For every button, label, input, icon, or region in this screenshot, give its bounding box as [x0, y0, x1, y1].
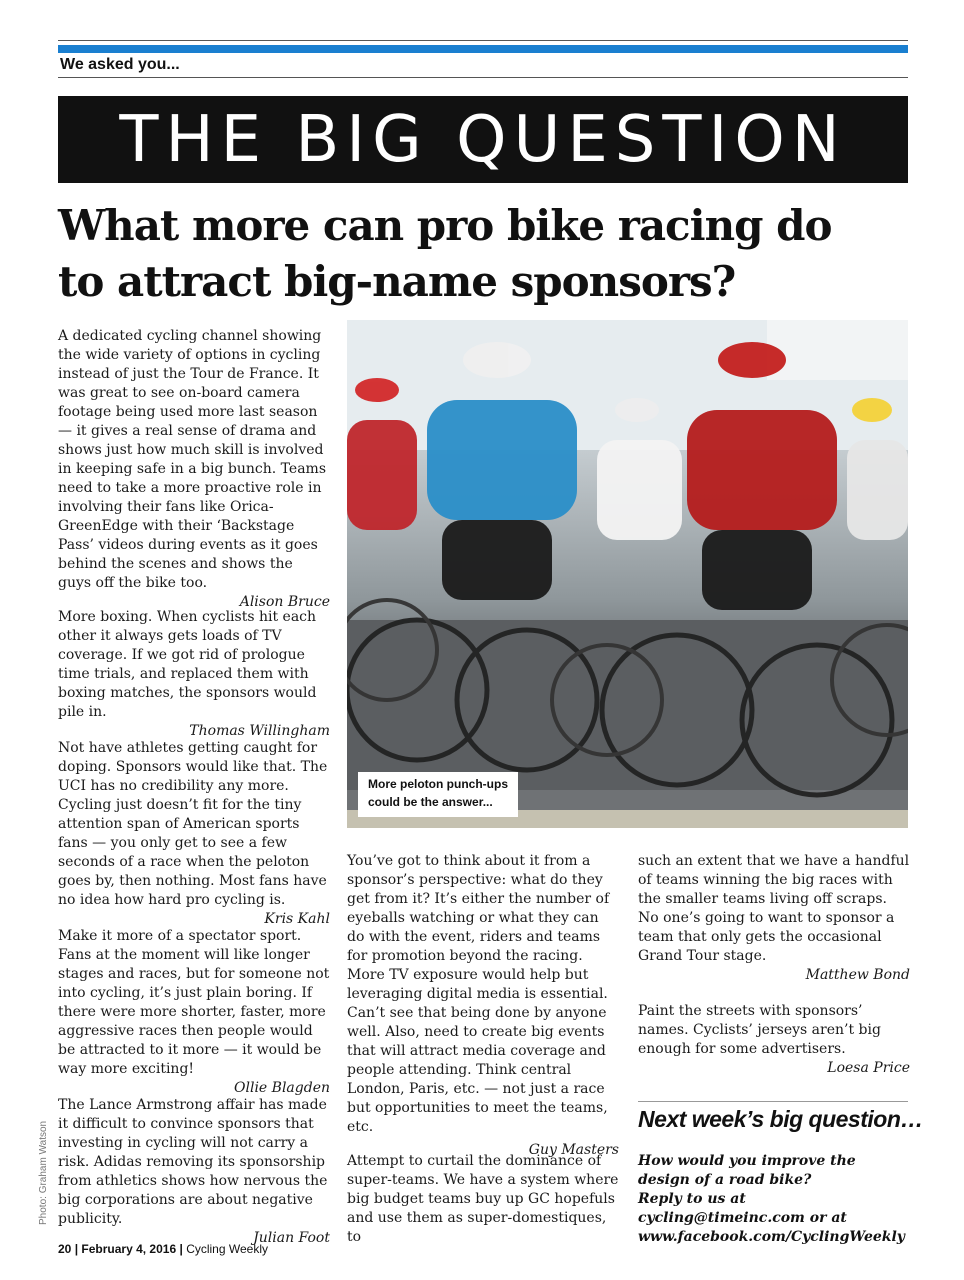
answer-3 [58, 739, 330, 929]
answer-1 [58, 327, 330, 612]
answer-2 [58, 608, 330, 741]
caption-line-1: More peloton punch-ups [368, 777, 508, 791]
answer-author: Alison Bruce [239, 594, 330, 610]
answer-text: A dedicated cycling channel showing the wide variety of options in cycling instead of just the Tour de France. It was great to see on-board camera footage being used more last season — it gives a real sense of drama and shows just how much skill is involved in keeping safe in a big bunch. Teams need to take a more proactive role in involving their fans like Orica-GreenEdge with their ‘Backstage Pass’ videos during events as it goes behind the scenes and shows the guys off the bike too. [58, 328, 327, 591]
accent-rule [58, 45, 908, 53]
peloton-illustration [347, 320, 908, 828]
answer-author: Loesa Price [827, 1060, 910, 1076]
next-question-title: Next week’s big question… [638, 1106, 923, 1132]
peloton-photo [347, 320, 908, 828]
answer-text: More boxing. When cyclists hit each other it always gets loads of TV coverage. If we got rid of prologue time trials, and replaced them with boxing matches, the sponsors would pile in. [58, 609, 317, 720]
photo-credit: Photo: Graham Watson [38, 1120, 49, 1225]
answer-text: You’ve got to think about it from a sponsor’s perspective: what do they get from it? It’s either the number of eyeballs watching or what they can do with the event, riders and teams for promotion beyond the racing. More TV exposure would help but leveraging digital media is essential. Can’t see that being done by anyone well. Also, need to create big events that will attract media coverage and people attending. Think central London, Paris, etc. — not just a race but opportunities to meet the teams, etc. [347, 853, 610, 1135]
caption-line-2: could be the answer... [368, 795, 493, 809]
answer-text: Paint the streets with sponsors’ names. Cyclists’ jerseys aren’t big enough for some advertisers. [638, 1003, 881, 1057]
answer-author: Ollie Blagden [234, 1080, 330, 1096]
banner-title: THE BIG QUESTION [58, 96, 908, 183]
next-question-reply[interactable]: Reply to us at cycling@timeinc.com or at www.facebook.com/CyclingWeekly [638, 1191, 905, 1245]
issue-date: February 4, 2016 [81, 1242, 177, 1256]
answer-author: Matthew Bond [805, 967, 910, 983]
page-number: 20 [58, 1242, 72, 1256]
headline-line-1: What more can pro bike racing do [58, 201, 832, 250]
answer-7-part-2 [638, 852, 910, 985]
answer-text: Not have athletes getting caught for doping. Sponsors would like that. The UCI has no credibility any more. Cycling just doesn’t fit for the tiny attention span of American sports fans — you only get to see a few seconds of a race when the peloton goes by, then nothing. Most fans have no idea how hard pro cycling is. [58, 740, 328, 908]
answer-author: Guy Masters [528, 1142, 619, 1158]
answer-author: Thomas Willingham [189, 723, 330, 739]
answer-4 [58, 927, 330, 1098]
answer-text: Make it more of a spectator sport. Fans at the moment will like longer stages and races, but for someone not into cycling, it’s just plain boring. If there were more shorter, faster, more aggressive races then people would be attracted to it more — it would be way more exciting! [58, 928, 330, 1077]
answer-text: Attempt to curtail the dominance of super-teams. We have a system where big budget teams buy up GC hopefuls and use them as super-domestiques, to [347, 1153, 619, 1245]
next-question-body [638, 1152, 908, 1247]
top-rule [58, 40, 908, 41]
answer-author: Julian Foot [253, 1230, 330, 1246]
answer-7-part-1 [347, 1152, 619, 1247]
page-headline [58, 198, 918, 310]
answer-text: The Lance Armstrong affair has made it difficult to convince sponsors that investing in cycling will not carry a risk. Adidas removing its sponsorship from athletics shows how nervous the big corporations are about negative publicity. [58, 1097, 328, 1227]
photo-caption [358, 772, 518, 817]
next-question-text: How would you improve the design of a road bike? [638, 1153, 856, 1188]
headline-line-2: to attract big-name sponsors? [58, 257, 736, 306]
publication-name: Cycling Weekly [186, 1242, 268, 1256]
section-kicker: We asked you... [60, 56, 180, 73]
answer-6 [347, 852, 619, 1160]
page-footer: 20 | February 4, 2016 | Cycling Weekly [58, 1242, 268, 1256]
next-question-rule [638, 1101, 908, 1102]
kicker-rule [58, 77, 908, 78]
answer-5 [58, 1096, 330, 1248]
answer-author: Kris Kahl [264, 911, 330, 927]
answer-text: such an extent that we have a handful of teams winning the big races with the smaller teams living off scraps. No one’s going to want to sponsor a team that only gets the occasional Grand Tour stage. [638, 853, 910, 964]
answer-8 [638, 1002, 910, 1078]
